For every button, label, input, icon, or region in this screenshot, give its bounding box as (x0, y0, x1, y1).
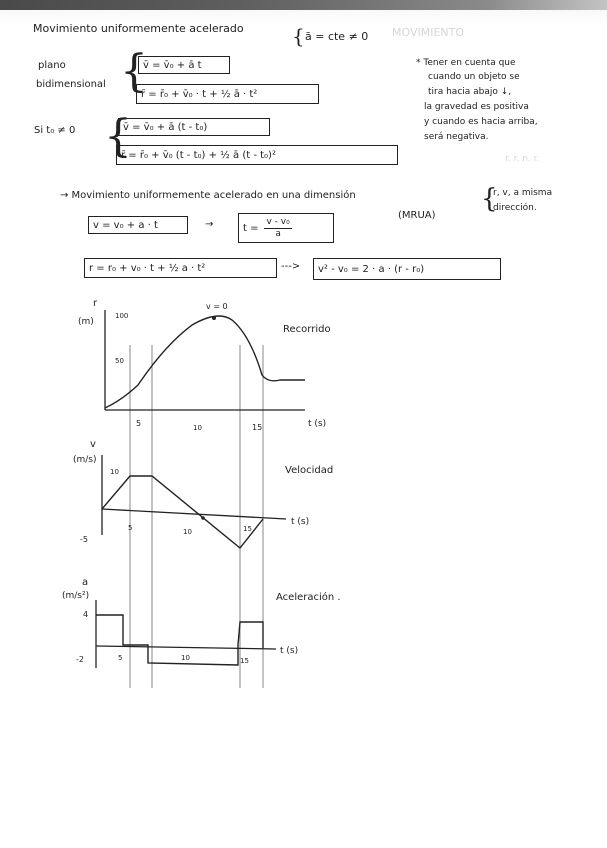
page-title: Movimiento uniformemente acelerado (33, 22, 244, 35)
acceleration-graph-name: Aceleración . (276, 592, 341, 603)
velocity-xtick: 5 (128, 524, 133, 532)
velocity-graph (73, 439, 333, 548)
eq-position-t0: r̄ = r̄₀ + v̄₀ (t - t₀) + ½ ā (t - t₀)² (116, 145, 398, 165)
velocity-xtick: 10 (183, 528, 192, 536)
arrow-icon: ---> (281, 261, 301, 272)
note-line: cuando un objeto se (428, 72, 520, 82)
brace-icon: { (292, 24, 305, 48)
position-graph-name: Recorrido (283, 324, 331, 335)
position-graph (78, 298, 331, 432)
eq-velocity-t0: v̄ = v̄₀ + ā (t - t₀) (118, 118, 270, 136)
header-condition: ā = cte ≠ 0 (305, 30, 369, 43)
note-line: tira hacia abajo ↓, (428, 87, 512, 97)
faint-bleed-text: r. r. n. r. (505, 154, 540, 164)
velocity-ytick: 10 (110, 468, 119, 476)
acceleration-graph (62, 577, 341, 668)
note-line: será negativa. (424, 132, 489, 142)
peak-label: v = 0 (206, 302, 228, 311)
position-yunit: (m) (78, 317, 94, 327)
brace-icon: { (120, 46, 148, 97)
brace-icon: { (104, 111, 132, 162)
eq-velocity-vector: v̄ = v̄₀ + ā t (138, 56, 230, 74)
acceleration-xtick: 15 (240, 657, 249, 665)
velocity-curve (102, 476, 263, 548)
position-curve (105, 316, 305, 408)
mrua-abbrev: (MRUA) (398, 210, 436, 221)
mrua-title: → Movimiento uniformemente acelerado en una dimensión (60, 190, 356, 201)
velocity-xtick: 15 (243, 525, 252, 533)
eq-velocity-1d: v = v₀ + a · t (88, 216, 188, 234)
faint-bleed-text: MOVIMIENTO (392, 26, 465, 39)
mrua-side-note-2: dirección. (493, 203, 537, 213)
velocity-ylabel: v (90, 439, 96, 450)
eq-time-lhs: t = (243, 222, 259, 234)
mrua-side-note-1: r, v, a misma (493, 188, 553, 198)
plane-label-1: plano (38, 60, 66, 71)
position-xlabel: t (s) (308, 419, 327, 429)
position-xtick: 10 (193, 424, 202, 432)
velocity-graph-name: Velocidad (285, 465, 334, 476)
position-ylabel: r (93, 298, 98, 309)
acceleration-ylabel: a (82, 577, 89, 588)
eq-position-1d: r = r₀ + v₀ · t + ½ a · t² (84, 258, 277, 278)
position-ytick: 100 (115, 312, 129, 320)
acceleration-xtick: 10 (181, 654, 190, 662)
velocity-zero-point (201, 516, 205, 520)
velocity-yunit: (m/s) (73, 455, 97, 465)
eq-position-vector: r̄ = r̄₀ + v̄₀ · t + ½ ā · t² (136, 84, 319, 104)
velocity-ytick: -5 (80, 535, 88, 544)
note-line: y cuando es hacia arriba, (424, 117, 538, 127)
acceleration-ytick: 4 (83, 610, 89, 619)
velocity-xlabel: t (s) (291, 517, 310, 527)
position-xtick: 5 (136, 419, 142, 428)
arrow-icon: → (205, 219, 214, 230)
note-line: la gravedad es positiva (424, 102, 529, 112)
position-xtick: 15 (252, 423, 263, 432)
eq-velocity-squared: v² - v₀ = 2 · a · (r - r₀) (313, 258, 501, 280)
brace-icon: { (481, 184, 498, 214)
eq-time-denominator: a (275, 228, 281, 239)
plane-label-2: bidimensional (36, 79, 106, 90)
position-ytick: 50 (115, 357, 124, 365)
note-line: * Tener en cuenta que (416, 58, 516, 68)
eq-time-numerator: v - v₀ (266, 216, 290, 227)
acceleration-xlabel: t (s) (280, 646, 299, 656)
acceleration-x-axis (96, 646, 276, 649)
acceleration-ytick: -2 (76, 655, 84, 664)
acceleration-yunit: (m/s²) (62, 591, 90, 601)
acceleration-xtick: 5 (118, 654, 123, 662)
t0-condition: Si t₀ ≠ 0 (34, 125, 76, 136)
peak-point (212, 316, 216, 320)
